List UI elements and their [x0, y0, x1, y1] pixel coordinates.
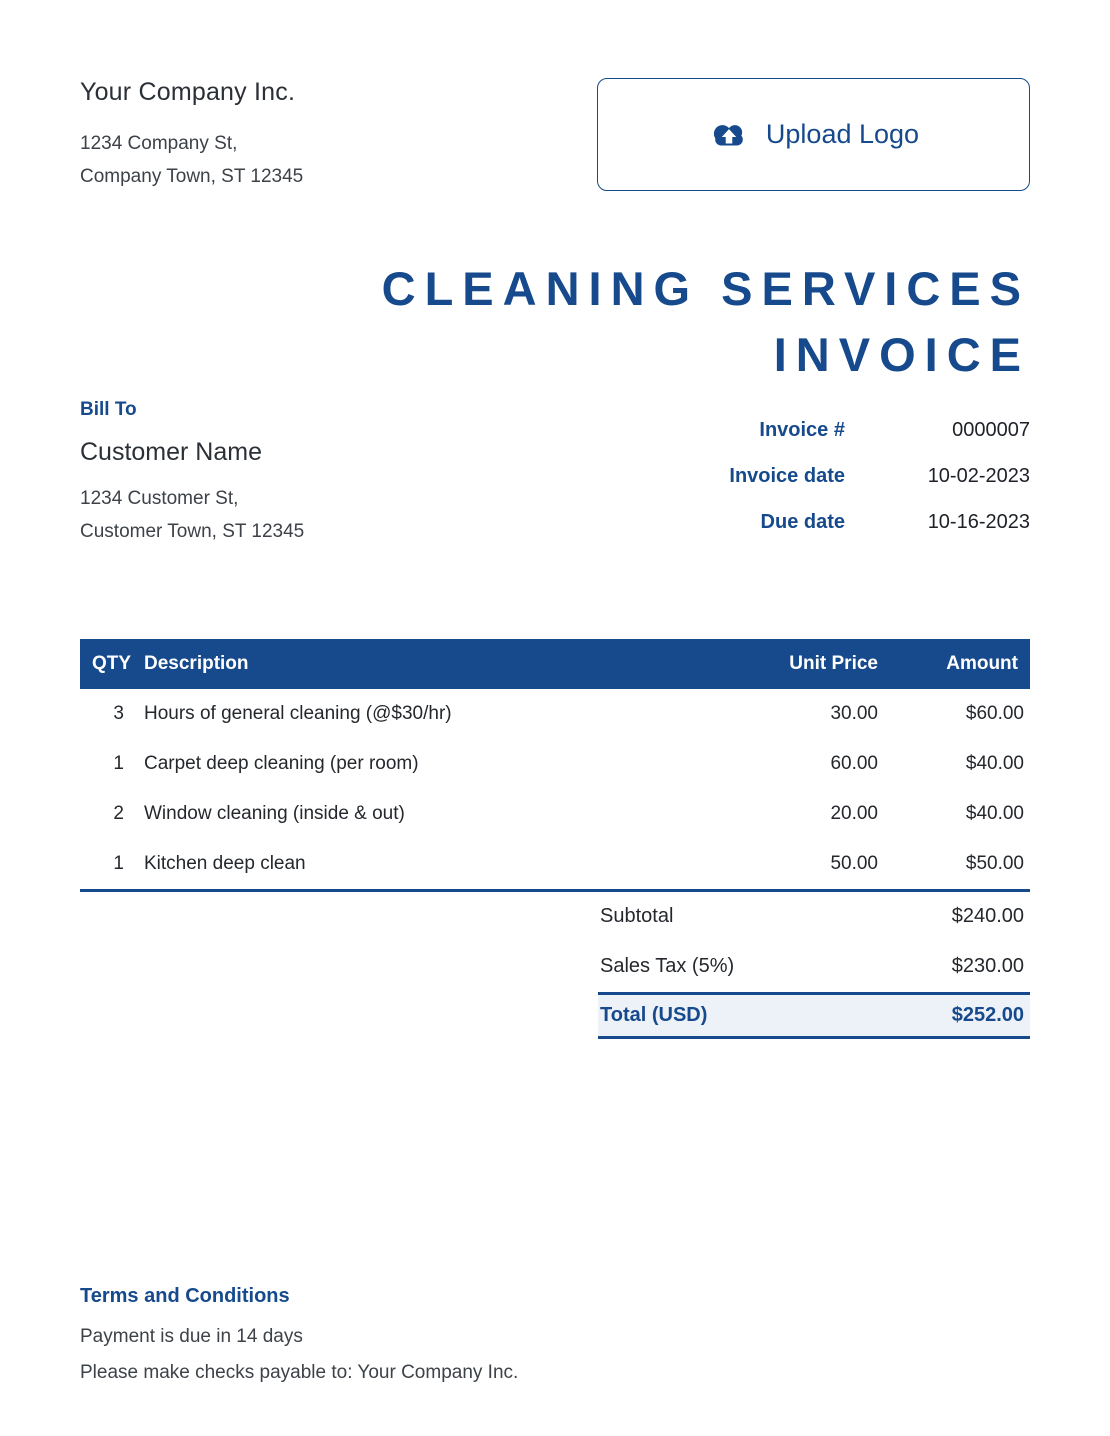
- row-qty: 1: [113, 752, 124, 774]
- terms-line1: Payment is due in 14 days: [80, 1325, 303, 1347]
- document-title: [80, 256, 1030, 389]
- table-row: [80, 739, 1030, 789]
- document-title-line1: CLEANING SERVICES: [381, 261, 1030, 315]
- row-amount: $60.00: [965, 702, 1024, 724]
- customer-address-line1: 1234 Customer St,: [80, 487, 239, 509]
- due-date-row: [729, 511, 1030, 534]
- customer-address: [80, 482, 304, 549]
- invoice-date-row: [729, 465, 1030, 488]
- customer-address-line2: Customer Town, ST 12345: [80, 521, 305, 543]
- sales-tax-value: $230.00: [951, 955, 1024, 978]
- invoice-number-value: 0000007: [952, 418, 1030, 441]
- items-table-header: [80, 639, 1030, 689]
- row-qty: 1: [113, 852, 124, 874]
- company-block: [80, 78, 303, 194]
- header-amount: Amount: [946, 652, 1018, 674]
- upload-logo-button[interactable]: [597, 78, 1030, 191]
- invoice-info-row: [80, 399, 1030, 557]
- table-row: [80, 689, 1030, 739]
- subtotal-label: Subtotal: [600, 905, 674, 928]
- header-description: Description: [144, 652, 249, 674]
- invoice-number-label: Invoice #: [759, 418, 845, 441]
- bill-to-block: [80, 399, 304, 549]
- items-table: [80, 639, 1030, 892]
- row-unit-price: 60.00: [830, 752, 878, 774]
- row-unit-price: 50.00: [830, 852, 878, 874]
- invoice-date-value: 10-02-2023: [927, 464, 1030, 487]
- row-description: Carpet deep cleaning (per room): [144, 752, 419, 774]
- total-row: [598, 992, 1030, 1039]
- total-label: Total (USD): [600, 1003, 708, 1026]
- terms-heading: Terms and Conditions: [80, 1284, 290, 1307]
- row-unit-price: 20.00: [830, 802, 878, 824]
- sales-tax-label: Sales Tax (5%): [600, 955, 735, 978]
- customer-name: Customer Name: [80, 437, 262, 466]
- invoice-date-label: Invoice date: [729, 464, 845, 487]
- company-address-line2: Company Town, ST 12345: [80, 166, 304, 188]
- header-unit-price: Unit Price: [789, 652, 878, 674]
- company-address: [80, 127, 303, 194]
- due-date-label: Due date: [760, 510, 845, 533]
- cloud-upload-icon: [708, 120, 750, 150]
- row-amount: $40.00: [965, 802, 1024, 824]
- header-qty: QTY: [92, 652, 132, 674]
- invoice-number-row: [729, 419, 1030, 442]
- sales-tax-row: [598, 942, 1030, 992]
- bill-to-heading: Bill To: [80, 398, 137, 420]
- total-value: $252.00: [951, 1003, 1024, 1026]
- due-date-value: 10-16-2023: [927, 510, 1030, 533]
- subtotal-value: $240.00: [951, 905, 1024, 928]
- table-row: [80, 839, 1030, 889]
- row-qty: 3: [113, 702, 124, 724]
- document-title-line2: INVOICE: [773, 328, 1030, 382]
- upload-logo-label: Upload Logo: [765, 119, 920, 149]
- terms-line2: Please make checks payable to: Your Company Inc.: [80, 1361, 519, 1383]
- row-amount: $50.00: [965, 852, 1024, 874]
- row-description: Window cleaning (inside & out): [144, 802, 405, 824]
- row-description: Kitchen deep clean: [144, 852, 306, 874]
- company-name: Your Company Inc.: [80, 78, 296, 106]
- page-header: [80, 0, 1030, 194]
- row-qty: 2: [113, 802, 124, 824]
- row-amount: $40.00: [965, 752, 1024, 774]
- table-row: [80, 789, 1030, 839]
- row-unit-price: 30.00: [830, 702, 878, 724]
- totals-block: [598, 892, 1030, 1039]
- terms-section: [80, 1285, 1030, 1384]
- company-address-line1: 1234 Company St,: [80, 133, 238, 154]
- subtotal-row: [598, 892, 1030, 942]
- row-description: Hours of general cleaning (@$30/hr): [144, 702, 452, 724]
- invoice-meta: [729, 419, 1030, 557]
